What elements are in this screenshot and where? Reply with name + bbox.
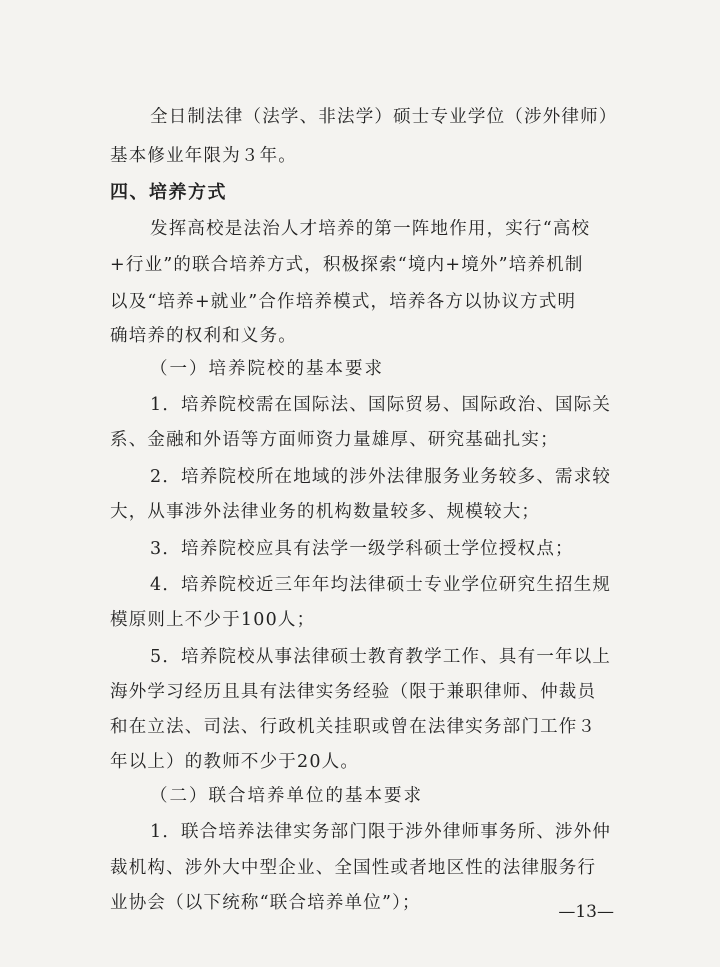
text-line: 业协会（以下统称“联合培养单位”）； — [110, 893, 421, 913]
text-line: 系、金融和外语等方面师资力量雄厚、研究基础扎实； — [110, 430, 559, 450]
text-line: 和在立法、司法、行政机关挂职或曾在法律实务部门工作３ — [110, 717, 597, 737]
text-line: 海外学习经历且具有法律实务经验（限于兼职律师、仲裁员 — [110, 682, 597, 702]
text-line: 裁机构、涉外大中型企业、全国性或者地区性的法律服务行 — [110, 858, 597, 878]
text-line: 模原则上不少于100人； — [110, 610, 316, 630]
text-line: 5．培养院校从事法律硕士教育教学工作、具有一年以上 — [150, 647, 612, 667]
text-line: 基本修业年限为３年。 — [110, 146, 297, 166]
page-number: —13— — [558, 902, 614, 922]
subsection-heading: （二）联合培养单位的基本要求 — [150, 786, 423, 806]
subsection-heading: （一）培养院校的基本要求 — [150, 359, 384, 379]
text-line: 确培养的权利和义务。 — [110, 326, 297, 346]
section-heading: 四、培养方式 — [110, 182, 227, 203]
text-line: +行业”的联合培养方式，积极探索“境内+境外”培养机制 — [110, 255, 584, 275]
text-line: 以及“培养+就业”合作培养模式，培养各方以协议方式明 — [110, 292, 577, 312]
text-line: 2．培养院校所在地域的涉外法律服务业务较多、需求较 — [150, 467, 612, 487]
text-line: 大，从事涉外法律业务的机构数量较多、规模较大； — [110, 502, 541, 522]
text-line: 1．联合培养法律实务部门限于涉外律师事务所、涉外仲 — [150, 822, 612, 842]
text-line: 发挥高校是法治人才培养的第一阵地作用，实行“高校 — [150, 219, 591, 239]
text-line: 3．培养院校应具有法学一级学科硕士学位授权点； — [150, 539, 574, 559]
text-line: 年以上）的教师不少于20人。 — [110, 752, 360, 772]
text-line: 全日制法律（法学、非法学）硕士专业学位（涉外律师） — [150, 107, 618, 127]
text-line: 1．培养院校需在国际法、国际贸易、国际政治、国际关 — [150, 395, 612, 415]
text-line: 4．培养院校近三年年均法律硕士专业学位研究生招生规 — [150, 575, 612, 595]
